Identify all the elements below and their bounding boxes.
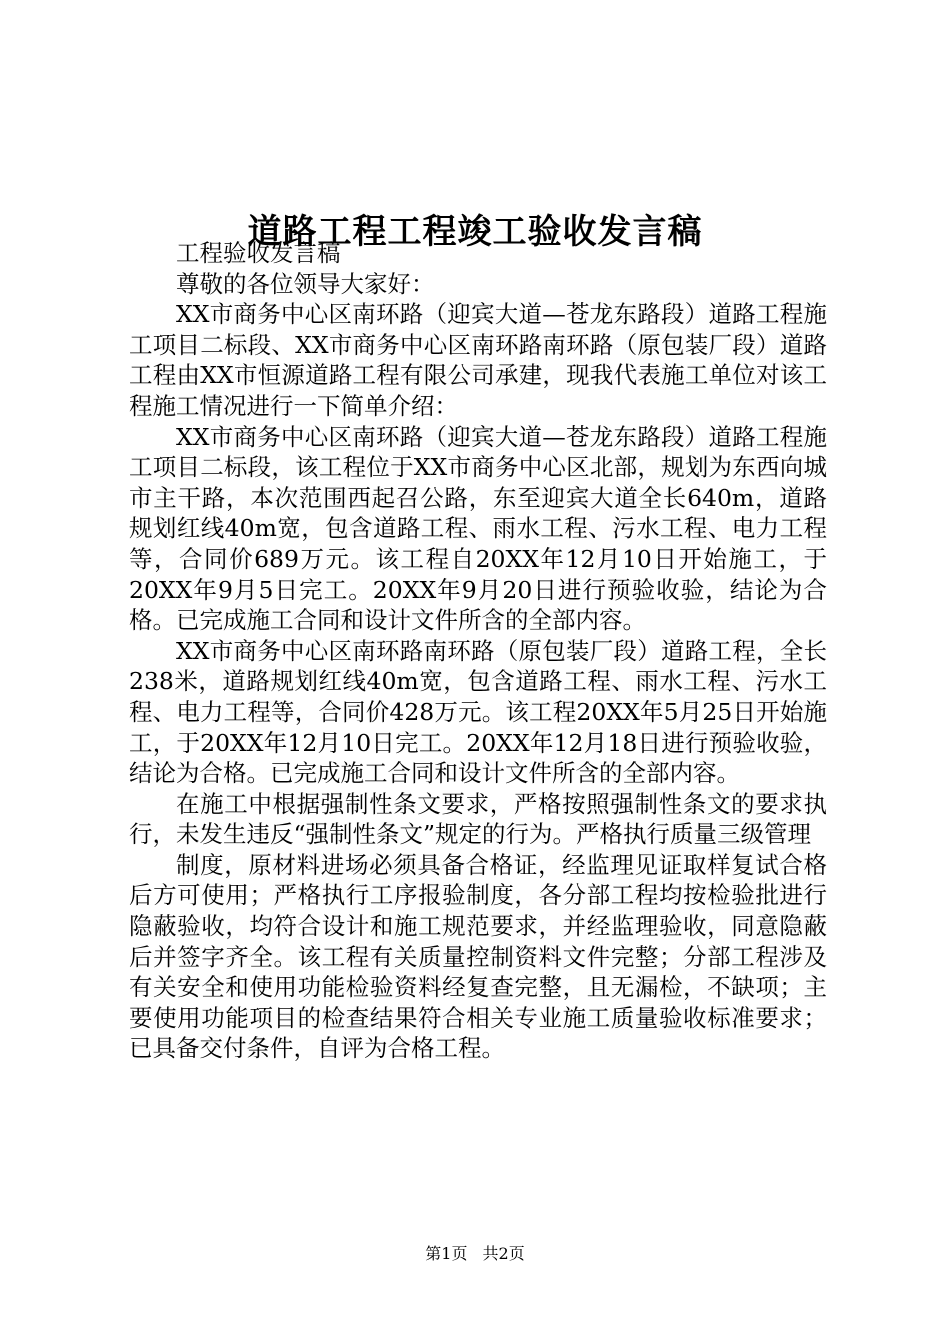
paragraph-intro: XX市商务中心区南环路（迎宾大道—苍龙东路段）道路工程施工项目二标段、XX市商务中心区南环路南环路（原包装厂段）道路工程由XX市恒源道路工程有限公司承建，现我代表施工单位对该工程施工情况进行一下简单介绍： xyxy=(129,300,827,420)
document-title: 道路工程工程竣工验收发言稿 xyxy=(247,211,703,252)
paragraph-greeting: 尊敬的各位领导大家好： xyxy=(176,269,435,298)
paragraph-subtitle: 工程验收发言稿 xyxy=(176,239,341,267)
paragraph-mandatory-standards: 在施工中根据强制性条文要求，严格按照强制性条文的要求执行，未发生违反“强制性条文”规定的行为。严格执行质量三级管理 xyxy=(129,789,827,849)
page-footer xyxy=(0,1242,950,1266)
paragraph-section-two: XX市商务中心区南环路（迎宾大道—苍龙东路段）道路工程施工项目二标段，该工程位于XX市商务中心区北部，规划为东西向城市主干路，本次范围西起召公路，东至迎宾大道全长640m，道路规划红线40m宽，包含道路工程、雨水工程、污水工程、电力工程等，合同价689万元。该工程自20XX年12月10日开始施工，于20XX年9月5日完工。20XX年9月20日进行预验收验，结论为合格。已完成施工合同和设计文件所含的全部内容。 xyxy=(129,422,827,635)
document-body xyxy=(129,238,827,1064)
page-number-current: 第1页 xyxy=(425,1244,468,1263)
page-number-total: 共2页 xyxy=(482,1244,525,1263)
paragraph-packaging-section: XX市商务中心区南环路南环路（原包装厂段）道路工程，全长238米，道路规划红线40m宽，包含道路工程、雨水工程、污水工程、电力工程等，合同价428万元。该工程20XX年5月25日开始施工，于20XX年12月10日完工。20XX年12月18日进行预验收验，结论为合格。已完成施工合同和设计文件所含的全部内容。 xyxy=(129,636,827,788)
paragraph-quality-system: 制度，原材料进场必须具备合格证，经监理见证取样复试合格后方可使用；严格执行工序报验制度，各分部工程均按检验批进行隐蔽验收，均符合设计和施工规范要求，并经监理验收，同意隐蔽后并签字齐全。该工程有关质量控制资料文件完整；分部工程涉及有关安全和使用功能检验资料经复查完整，且无漏检，不缺项；主要使用功能项目的检查结果符合相关专业施工质量验收标准要求；已具备交付条件，自评为合格工程。 xyxy=(129,850,827,1063)
